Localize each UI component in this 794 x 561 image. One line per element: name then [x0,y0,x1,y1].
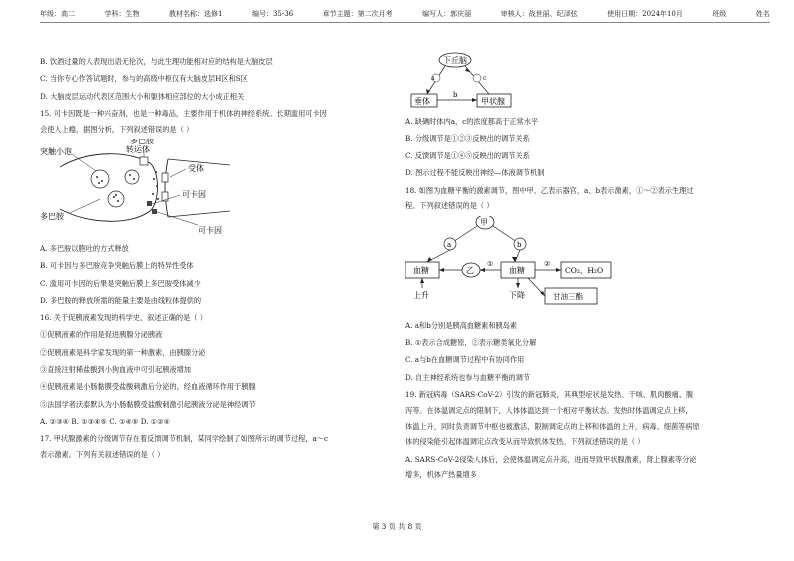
label-c: c [483,75,487,82]
right-column [405,50,770,481]
q18-option-c: C. a与b在血糖调节过程中有协同作用 [405,355,525,365]
q16-options: A. ②③④ B. ①③④⑤ C. ①④⑤ D. ①②④ [40,416,171,426]
header-textbook: 教材名称：选修1 [169,10,223,18]
label-triglyceride: 甘油三酯 [553,292,583,302]
thyroid-diagram [405,50,535,110]
q17-stem-line2: 表示激素。下列有关叙述错误的是（ ） [40,450,165,460]
q15-stem-line1: 15. 可卡因既是一种兴奋剂，也是一种毒品，主要作用于机体的神经系统。长期滥用可卡因 [40,108,327,118]
header-author: 编写人：郭庆丽 [422,10,472,18]
label-cocaine-2: 可卡因 [198,226,222,236]
label-transporter: 转运体 [126,145,150,155]
label-vesicle: 突触小泡 [40,147,72,157]
glucose-diagram [405,216,625,314]
q19-option-a-line1: A. SARS-CoV-2侵染人体后，会使体温调定点升高，进而导致甲状腺激素，肾上腺素等分泌 [405,454,697,464]
thyroid-figure [405,50,770,110]
q17-option-a: A. 缺碘时体内a、c的浓度都高于正常水平 [405,116,539,126]
q15-stem-line2: 会使人上瘾，据图分析，下列叙述错误的是（ ） [40,124,194,134]
header-chapter: 章节主题：第二次月考 [322,10,393,18]
header-subject: 学科：生物 [104,10,140,18]
label-cocaine-1: 可卡因 [182,190,206,200]
synapse-diagram [40,139,240,237]
label-dopamine-left: 多巴胺 [40,212,64,222]
label-hypothalamus: 下丘脑 [443,56,467,65]
page-footer: 第 3 页 共 8 页 [372,522,422,531]
left-column [40,40,385,461]
label-rise: 上升 [413,291,429,301]
header-reviewer: 审核人：战世丽、纪泽弦 [500,10,578,18]
label-fall: 下降 [509,291,525,301]
label-process-2: ② [544,260,551,269]
header-date: 使用日期：2024年10月 [607,10,683,18]
synapse-figure [40,139,385,237]
q16-item-5: ⑤法国学者沃泰默认为小肠黏膜受盐酸刺激引起胰液分泌是神经调节 [40,399,256,409]
q19-stem-line4: 体的侵染能引起体温调定点改变从而导致机体发热。下列叙述错误的是（ ） [405,437,645,447]
q15-option-a: A. 多巴胺以胞吐的方式释放 [40,243,129,253]
q17-option-d: D. 图示过程不能反映出神经—体液调节机制 [405,168,545,178]
q14-option-c: C. 当你专心作答试题时，参与的高级中枢仅有大脑皮层H区和S区 [40,74,248,84]
header-code: 编号：35-36 [251,10,294,18]
label-dopamine-top: 多巴胺 [130,139,154,146]
label-co2-h2o: CO₂、H₂O [565,266,604,276]
q18-option-a: A. a和b分别是胰高血糖素和胰岛素 [405,320,518,330]
q15-option-c: C. 滥用可卡因的后果是突触后膜上多巴胺受体减少 [40,278,201,288]
q19-stem-line1: 19. 新冠病毒（SARS-CoV-2）引发的新冠肺炎，其典型症状是发热、干咳、肌肉酸痛、腹 [405,389,694,399]
label-hormone-a: a [447,241,452,250]
label-yi: 乙 [466,266,474,276]
q19-option-a-line2: 增多，机体产热量增多 [405,470,477,480]
header-name: 姓名 [755,10,770,18]
q16-item-1: ①促胰液素的作用是促进胰腺分泌胰液 [40,330,163,340]
q15-option-d: D. 多巴胺的释放所需的能量主要是由线粒体提供的 [40,295,202,305]
label-glucose-1: 血糖 [413,266,429,276]
label-hormone-b: b [517,241,522,250]
q18-stem-line2: 程。下列叙述错误的是（ ） [405,201,494,211]
label-jia: 甲 [480,218,488,228]
q14-option-d: D. 大脑皮层运动代表区范围大小和躯体相应部位的大小成正相关 [40,91,245,101]
label-process-1: ① [487,260,494,269]
q18-option-b: B. ①表示合成糖原，②表示糖类氧化分解 [405,338,537,348]
q17-stem-line1: 17. 甲状腺激素的分级调节存在着反馈调节机制，某同学绘制了如图所示的调节过程，a～c [40,434,328,444]
label-a: a [431,75,435,82]
header-grade: 年级：高二 [40,10,75,18]
q18-option-d: D. 自主神经系统也参与血糖平衡的调节 [405,372,531,382]
q15-option-b: B. 可卡因与多巴胺竞争突触后膜上的特异性受体 [40,261,194,271]
header-class: 班级 [712,10,727,18]
q19-stem-line2: 泻等。在体温调定点的限制下，人体体温达到一个相对平衡状态。发热时体温调定点上移， [405,405,693,415]
q17-option-b: B. 分级调节是①②③反映出的调节关系 [405,133,530,143]
q17-option-c: C. 反馈调节是①④⑤反映出的调节关系 [405,151,530,161]
label-thyroid: 甲状腺 [481,97,505,106]
q18-stem-line1: 18. 如图为血糖平衡的激素调节，图中甲、乙表示器官，a、b表示激素，①～②表示生理过 [405,185,694,195]
label-pituitary: 垂体 [414,97,430,106]
glucose-figure [405,216,770,314]
page-header [40,6,770,23]
label-b: b [453,91,458,99]
label-receptor: 受体 [188,164,204,174]
q16-item-3: ③直接注射稀盐酸到小狗血液中可引起胰液增加 [40,365,191,375]
q16-stem: 16. 关于促胰液素发现的科学史，叙述正确的是（ ） [40,313,207,323]
q19-stem-line3: 体温上升，同时负责调节中枢也被激活，限制调定点的上移和体温的上升。病毒、细菌等病原 [405,421,700,431]
q16-item-4: ④促胰液素是小肠黏膜受盐酸刺激后分泌的，经血液循环作用于胰腺 [40,382,256,392]
q14-option-b: B. 饮酒过量的人表现出语无伦次，与此生理功能相对应的结构是大脑皮层 [40,57,273,66]
q16-item-2: ②促胰液素是科学家发现的第一种激素，由胰腺分泌 [40,347,206,357]
label-glucose-2: 血糖 [509,266,525,276]
